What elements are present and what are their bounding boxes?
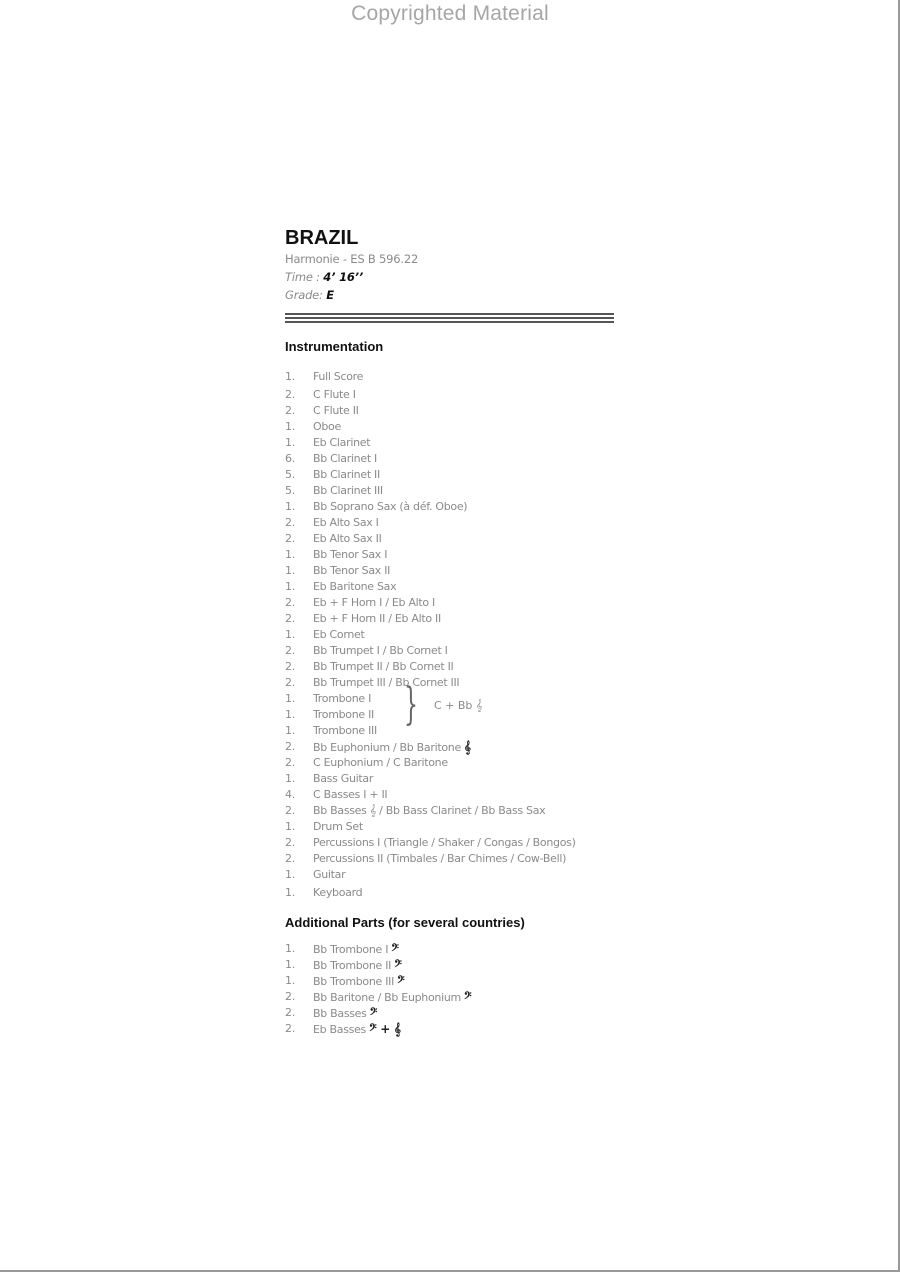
part-quantity: 1.: [285, 420, 295, 433]
part-quantity: 2.: [285, 516, 295, 529]
part-name: [313, 547, 387, 563]
part-name: [313, 723, 377, 739]
list-item: [285, 403, 625, 419]
part-label: Eb Clarinet: [313, 436, 371, 449]
part-name: [313, 803, 545, 819]
part-name: [313, 563, 390, 579]
grade-label: Grade:: [285, 288, 323, 302]
part-quantity: 2.: [285, 1006, 295, 1019]
part-quantity: 2.: [285, 1022, 295, 1035]
list-item: [285, 803, 625, 819]
part-name: [313, 957, 402, 974]
part-quantity: 2.: [285, 836, 295, 849]
part-quantity: 6.: [285, 452, 295, 465]
part-label: Bb Trumpet II / Bb Cornet II: [313, 660, 454, 673]
instrumentation-list: [285, 367, 625, 903]
part-name: [313, 851, 566, 867]
list-item: [285, 755, 625, 771]
list-item: [285, 787, 625, 803]
part-label: C Flute I: [313, 388, 356, 401]
time-label: Time :: [285, 270, 320, 284]
brace-icon: }: [404, 679, 418, 730]
clef-icon: 𝄢: [394, 958, 402, 972]
trombone-brace-label: C + Bb 𝄞: [434, 699, 483, 712]
part-name: [313, 499, 467, 515]
part-quantity: 1.: [285, 628, 295, 641]
list-item: [285, 611, 625, 627]
part-label: Bb Baritone / Bb Euphonium: [313, 991, 461, 1004]
part-name: [313, 367, 363, 387]
list-item: [285, 659, 625, 675]
part-name: [313, 819, 363, 835]
part-name: [313, 989, 471, 1006]
duration: [285, 268, 625, 286]
part-label: Bb Basses 𝄞 / Bb Bass Clarinet / Bb Bass Sax: [313, 804, 546, 817]
piece-title: BRAZIL: [285, 227, 359, 249]
part-quantity: 1.: [285, 500, 295, 513]
part-quantity: 4.: [285, 788, 295, 801]
part-name: [313, 483, 383, 499]
part-label: Eb + F Horn II / Eb Alto II: [313, 612, 441, 625]
part-name: [313, 1021, 401, 1038]
part-label: Bb Trombone I: [313, 943, 389, 956]
list-item: [285, 595, 625, 611]
part-name: [313, 707, 374, 723]
list-item: [285, 367, 625, 387]
part-quantity: 1.: [285, 564, 295, 577]
part-quantity: 5.: [285, 484, 295, 497]
part-name: [313, 771, 373, 787]
part-label: Bb Clarinet II: [313, 468, 380, 481]
clef-icon: 𝄢: [369, 1006, 377, 1020]
part-label: Eb Cornet: [313, 628, 365, 641]
list-item: [285, 957, 625, 973]
part-label: Bb Tenor Sax II: [313, 564, 391, 577]
list-item: [285, 435, 625, 451]
part-name: [313, 403, 359, 419]
part-name: [313, 627, 365, 643]
list-item: [285, 739, 625, 755]
part-label: Percussions I (Triangle / Shaker / Congas / Bongos): [313, 836, 576, 849]
part-name: [313, 451, 377, 467]
part-name: [313, 941, 399, 958]
list-item: [285, 1021, 625, 1037]
part-label: Full Score: [313, 370, 364, 383]
part-name: [313, 387, 356, 403]
list-item: [285, 627, 625, 643]
list-item: [285, 883, 625, 903]
list-item: [285, 643, 625, 659]
part-name: [313, 515, 379, 531]
part-quantity: 1.: [285, 958, 295, 971]
part-label: Guitar: [313, 868, 346, 881]
part-label: Eb Alto Sax II: [313, 532, 382, 545]
part-name: [313, 755, 448, 771]
list-item: [285, 419, 625, 435]
list-item: [285, 867, 625, 883]
part-name: [313, 531, 382, 547]
list-item: [285, 515, 625, 531]
part-name: [313, 643, 448, 659]
part-quantity: 1.: [285, 436, 295, 449]
part-label: Drum Set: [313, 820, 363, 833]
part-name: [313, 419, 341, 435]
part-quantity: 1.: [285, 692, 295, 705]
catalog-number: Harmonie - ES B 596.22: [285, 252, 419, 266]
part-label: Bb Tenor Sax I: [313, 548, 388, 561]
list-item: [285, 451, 625, 467]
list-item: [285, 499, 625, 515]
part-quantity: 2.: [285, 612, 295, 625]
part-quantity: 2.: [285, 756, 295, 769]
part-label: Eb Alto Sax I: [313, 516, 379, 529]
part-quantity: 2.: [285, 532, 295, 545]
part-label: Eb + F Horn I / Eb Alto I: [313, 596, 436, 609]
list-item: [285, 973, 625, 989]
part-name: [313, 1005, 377, 1022]
part-name: [313, 691, 371, 707]
triple-rule-divider: [285, 313, 614, 323]
part-label: Bb Soprano Sax (à déf. Oboe): [313, 500, 468, 513]
part-name: [313, 835, 576, 851]
instrumentation-heading: Instrumentation: [285, 339, 384, 354]
part-label: C Euphonium / C Baritone: [313, 756, 448, 769]
part-quantity: 5.: [285, 468, 295, 481]
part-quantity: 2.: [285, 660, 295, 673]
part-label: Bb Euphonium / Bb Baritone: [313, 741, 461, 754]
part-quantity: 1.: [285, 942, 295, 955]
part-label: Bass Guitar: [313, 772, 374, 785]
part-name: [313, 595, 435, 611]
part-name: [313, 883, 362, 903]
part-quantity: 2.: [285, 404, 295, 417]
clef-icon: 𝄞: [463, 740, 471, 754]
part-quantity: 2.: [285, 676, 295, 689]
part-quantity: 1.: [285, 868, 295, 881]
part-label: Bb Trumpet III / Bb Cornet III: [313, 676, 460, 689]
list-item: [285, 563, 625, 579]
part-label: Percussions II (Timbales / Bar Chimes / Cow-Bell): [313, 852, 567, 865]
part-quantity: 2.: [285, 388, 295, 401]
part-quantity: 1.: [285, 886, 295, 899]
copyright-watermark: Copyrighted Material: [351, 2, 549, 25]
part-name: [313, 659, 454, 675]
part-label: Eb Basses: [313, 1023, 366, 1036]
list-item: [285, 989, 625, 1005]
part-name: [313, 739, 471, 756]
part-name: [313, 611, 441, 627]
trombone-brace-group: [404, 679, 514, 731]
part-quantity: 1.: [285, 724, 295, 737]
part-label: Eb Baritone Sax: [313, 580, 397, 593]
part-name: [313, 467, 380, 483]
part-name: [313, 435, 370, 451]
part-label: Trombone III: [313, 724, 377, 737]
part-name: [313, 579, 396, 595]
part-label: Keyboard: [313, 886, 363, 899]
list-item: [285, 771, 625, 787]
part-quantity: 2.: [285, 644, 295, 657]
part-name: [313, 787, 387, 803]
list-item: [285, 835, 625, 851]
document-body: [285, 226, 625, 1037]
part-quantity: 1.: [285, 820, 295, 833]
list-item: [285, 387, 625, 403]
part-name: [313, 973, 404, 990]
clef-icon: 𝄢: [391, 942, 399, 956]
part-quantity: 2.: [285, 852, 295, 865]
part-label: Trombone II: [313, 708, 374, 721]
part-quantity: 1.: [285, 548, 295, 561]
part-quantity: 2.: [285, 804, 295, 817]
part-label: Bb Trombone III: [313, 975, 395, 988]
list-item: [285, 851, 625, 867]
part-label: Bb Basses: [313, 1007, 367, 1020]
part-label: Oboe: [313, 420, 341, 433]
part-label: Bb Clarinet I: [313, 452, 377, 465]
part-label: Bb Clarinet III: [313, 484, 383, 497]
list-item: [285, 467, 625, 483]
clef-icon: 𝄢 + 𝄞: [368, 1022, 401, 1036]
part-name: [313, 867, 345, 883]
list-item: [285, 531, 625, 547]
part-label: C Flute II: [313, 404, 359, 417]
time-value: 4’ 16’’: [323, 270, 364, 284]
list-item: [285, 1005, 625, 1021]
part-quantity: 1.: [285, 772, 295, 785]
grade: [285, 286, 625, 304]
list-item: [285, 547, 625, 563]
part-quantity: 2.: [285, 596, 295, 609]
list-item: [285, 941, 625, 957]
part-quantity: 1.: [285, 708, 295, 721]
part-quantity: 1.: [285, 580, 295, 593]
list-item: [285, 579, 625, 595]
part-quantity: 2.: [285, 990, 295, 1003]
list-item: [285, 483, 625, 499]
part-quantity: 1.: [285, 974, 295, 987]
part-label: Bb Trombone II: [313, 959, 392, 972]
list-item: [285, 819, 625, 835]
part-label: Bb Trumpet I / Bb Cornet I: [313, 644, 448, 657]
part-label: Trombone I: [313, 692, 372, 705]
part-quantity: 2.: [285, 740, 295, 753]
clef-icon: 𝄢: [463, 990, 472, 1004]
additional-parts-list: [285, 941, 625, 1037]
part-quantity: 1.: [285, 370, 295, 383]
part-label: C Basses I + II: [313, 788, 388, 801]
additional-parts-heading: Additional Parts (for several countries): [285, 915, 525, 930]
grade-value: E: [326, 288, 334, 302]
clef-icon: 𝄢: [397, 974, 405, 988]
